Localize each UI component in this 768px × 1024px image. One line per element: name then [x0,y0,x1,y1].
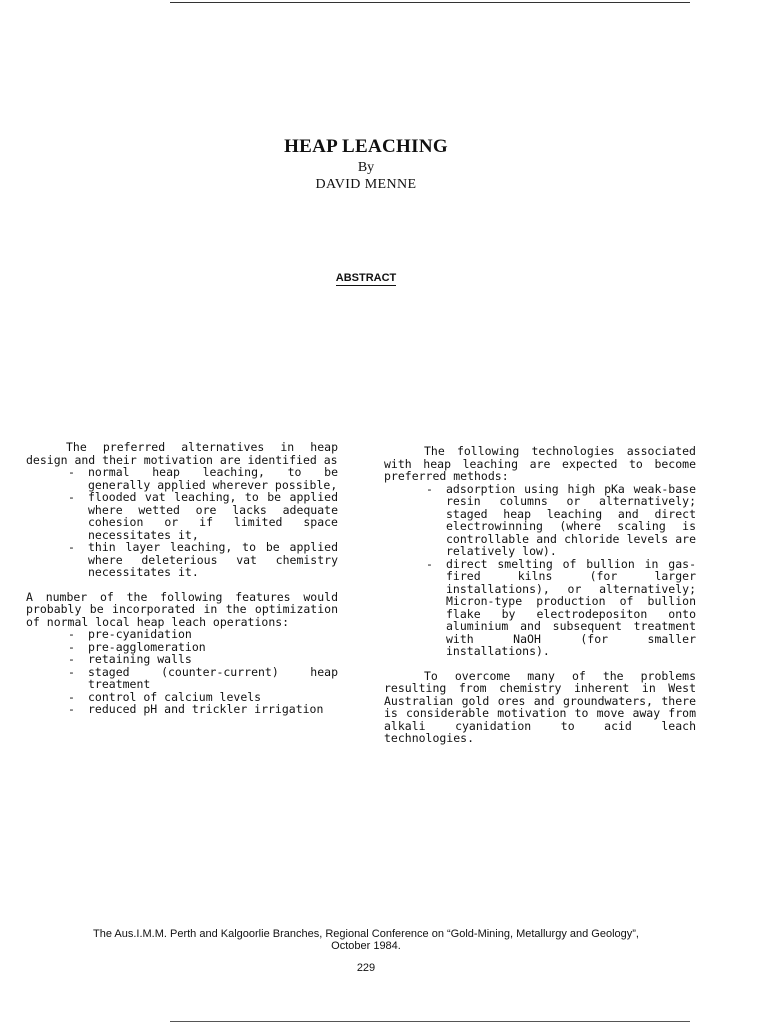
page-number: 229 [356,962,376,974]
top-rule [170,2,690,3]
paper-title: HEAP LEACHING [284,136,448,157]
methods-list [384,483,696,658]
right-column [384,445,696,745]
byline-label: By [357,160,375,175]
footer-line-1: The Aus.I.M.M. Perth and Kalgoorlie Branches, Regional Conference on “Gold-Mining, Metallurgy and Geology”, [92,928,639,940]
list-item: - normal heap leaching, to be generally applied wherever possible, [26,466,338,491]
features-intro-paragraph: A number of the following features would probably be incorporated in the optimization of normal local heap leach operations: [26,589,338,629]
title-block [0,136,732,193]
bottom-rule [170,1021,690,1022]
author-name: DAVID MENNE [315,177,417,192]
list-item: - staged (counter-current) heap treatment [26,666,338,691]
list-item: - direct smelting of bullion in gas-fired kilns (for larger installations), or alternatively; Micron-type production of bullion flake by electrodepositon onto aluminium and subsequent treatment with NaOH (for smaller installations). [384,558,696,658]
left-intro-paragraph: The preferred alternatives in heap design and their motivation are identified as [26,440,338,467]
list-item: - retaining walls [26,653,338,666]
features-list [26,628,338,716]
right-intro-paragraph: The following technologies associated with heap leaching are expected to become preferred methods: [384,444,696,483]
left-column [26,441,338,716]
list-item: - control of calcium levels [26,691,338,704]
closing-paragraph: To overcome many of the problems resulting from chemistry inherent in West Australian gold ores and groundwaters, there is considerable motivation to move away from alkali cyanidation to acid leach technologies. [384,668,696,745]
list-item: - pre-cyanidation [26,628,338,641]
alternatives-list [26,466,338,579]
abstract-heading-text: ABSTRACT [335,272,397,284]
list-item: - thin layer leaching, to be applied where deleterious vat chemistry necessitates it. [26,541,338,579]
footer-line-2: October 1984. [331,940,401,952]
conference-footer [0,928,732,952]
list-item: - flooded vat leaching, to be applied where wetted ore lacks adequate cohesion or if limited space necessitates it, [26,491,338,541]
abstract-heading [0,272,732,284]
list-item: - pre-agglomeration [26,641,338,654]
list-item: - adsorption using high pKa weak-base resin columns or alternatively; staged heap leaching and direct electrowinning (where scaling is controllable and chloride levels are relatively low). [384,483,696,558]
list-item: - reduced pH and trickler irrigation [26,703,338,716]
